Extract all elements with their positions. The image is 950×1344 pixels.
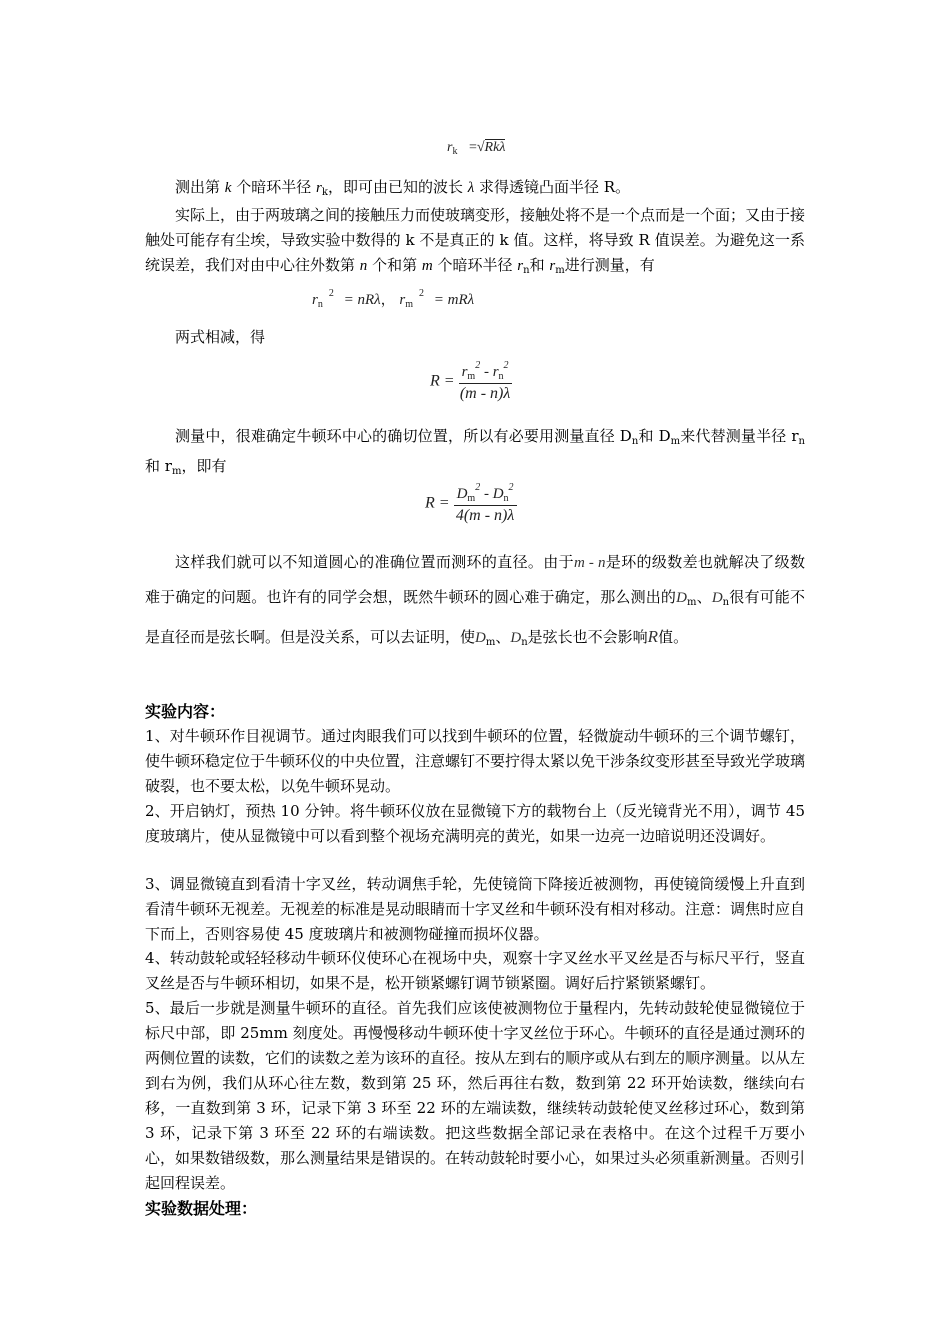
heading-data-processing: 实验数据处理： — [145, 1199, 258, 1218]
step-1: 1、对牛顿环作目视调节。通过肉眼我们可以找到牛顿环的位置，轻微旋动牛顿环的三个调节螺钉，使牛顿环稳定位于牛顿环仪的中央位置，注意螺钉不要拧得太紧以免干涉条纹变形甚至导致光学玻璃破裂，也不要太松，以免牛顿环晃动。 — [145, 727, 806, 795]
paragraph-systematic-error: 实际上，由于两玻璃之间的接触压力而使玻璃变形，接触处将不是一个点而是一个面；又由于接触处可能存有尘埃，导致实验中数得的 k 不是真正的 k 值。这样，将导致 R 值误差。为避免这一系统误差，我们对由中心往外数第 n 个和第 m 个暗环半径 $r_n$和 $r_m$进行测量，有 — [145, 206, 806, 276]
formula-R-diameter: R = $\frac{D_m^2 - D_n^2}{4(m - n)\lambda}$ — [425, 482, 517, 525]
paragraph-subtract: 两式相减，得 — [175, 328, 266, 346]
formula-rk: $r_k =√Rk\lambda$ — [447, 140, 506, 157]
paragraph-diameter: 测量中，很难确定牛顿环中心的确切位置，所以有必要用测量直径 $D_n$和 $D_m$来代替测量半径 $r_n$和 $r_m$，即有 — [145, 427, 805, 477]
paragraph-rk-meaning: 测出第 k 个暗环半径 $r_k$，即可由已知的波长 λ 求得透镜凸面半径 R。 — [175, 178, 631, 198]
paragraph-chord: 这样我们就可以不知道圆心的准确位置而测环的直径。由于m - n是环的级数差也就解决了级数难于确定的问题。也许有的同学会想，既然牛顿环的圆心难于确定，那么测出的$D_m$、$D_n$很有可能不是直径而是弦长啊。但是没关系，可以去证明，使$D_m$、$D_n$是弦长也不会影响R值。 — [145, 553, 806, 648]
heading-experiment-content: 实验内容： — [145, 702, 226, 721]
formula-rn-rm: $r_n^2 = nR\lambda$， $r_m^2 = mR\lambda$ — [312, 288, 475, 310]
step-3: 3、调显微镜直到看清十字叉丝，转动调焦手轮，先使镜筒下降接近被测物，再使镜筒缓慢上升直到看清牛顿环无视差。无视差的标准是晃动眼睛而十字叉丝和牛顿环没有相对移动。注意：调焦时应自下而上，否则容易使 45 度玻璃片和被测物碰撞而损坏仪器。 — [145, 875, 806, 943]
step-4: 4、转动鼓轮或轻轻移动牛顿环仪使环心在视场中央，观察十字叉丝水平叉丝是否与标尺平行，竖直叉丝是否与牛顿环相切，如果不是，松开锁紧螺钉调节锁紧圈。调好后拧紧锁紧螺钉。 — [145, 949, 805, 992]
step-2: 2、开启钠灯，预热 10 分钟。将牛顿环仪放在显微镜下方的载物台上（反光镜背光不用），调节 45 度玻璃片，使从显微镜中可以看到整个视场充满明亮的黄光，如果一边亮一边暗说明还没调好。 — [145, 802, 805, 845]
formula-R-radius: R = $\frac{r_m^2 - r_n^2}{(m - n)\lambda}$ — [430, 360, 511, 402]
step-5: 5、最后一步就是测量牛顿环的直径。首先我们应该使被测物位于量程内，先转动鼓轮使显微镜位于标尺中部，即 25mm 刻度处。再慢慢移动牛顿环使十字叉丝位于环心。牛顿环的直径是通过测环的两侧位置的读数，它们的读数之差为该环的直径。按从左到右的顺序或从右到左的顺序测量。以从左到右为例，我们从环心往左数，数到第 25 环，然后再往右数，数到第 22 环开始读数，继续向右移，一直数到第 3 环，记录下第 3 环至 22 环的左端读数，继续转动鼓轮使叉丝移过环心，数到第 3 环，记录下第 3 环至 22 环的右端读数。把这些数据全部记录在表格中。在这个过程千万要小心，如果数错级数，那么测量结果是错误的。在转动鼓轮时要小心，如果过头必须重新测量。否则引起回程误差。 — [145, 999, 806, 1192]
